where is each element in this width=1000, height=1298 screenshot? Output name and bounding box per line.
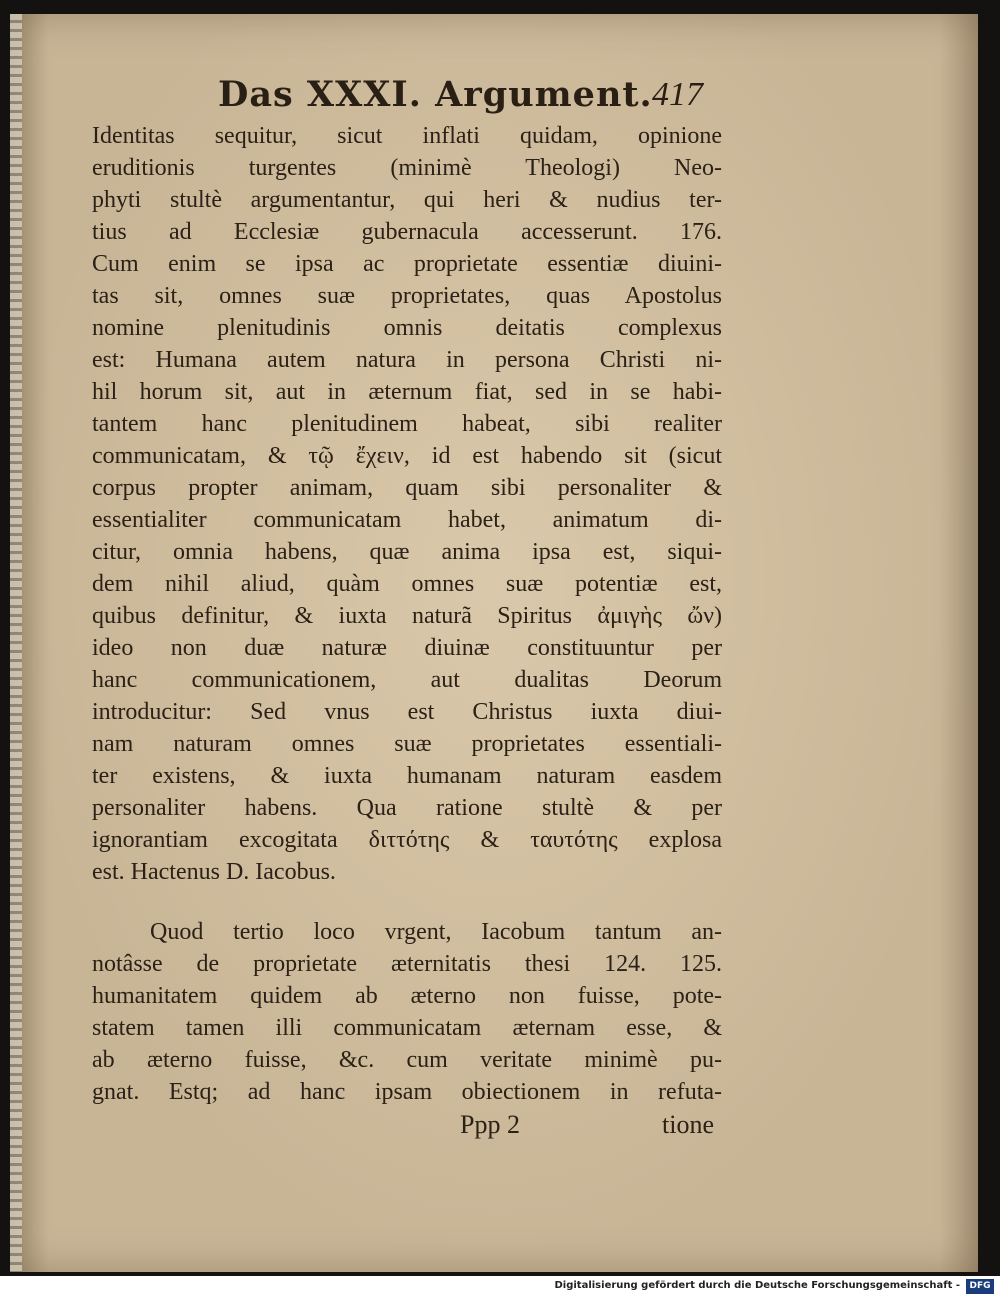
binding-edge bbox=[10, 14, 22, 1272]
text-line: quibus definitur, & iuxta naturã Spiritus ἀμιγὴς ὤν) bbox=[92, 603, 722, 629]
text-line: essentialiter communicatam habet, animatum di- bbox=[92, 507, 722, 533]
text-line: gnat. Estq; ad hanc ipsam obiectionem in refuta- bbox=[92, 1079, 722, 1105]
running-head: Das XXXI. Argument. bbox=[218, 74, 653, 115]
text-line: ab æterno fuisse, &c. cum veritate minimè pu- bbox=[92, 1047, 722, 1073]
text-line: eruditionis turgentes (minimè Theologi) Neo- bbox=[92, 155, 722, 181]
text-line: humanitatem quidem ab æterno non fuisse, pote- bbox=[92, 983, 722, 1009]
page-number: 417 bbox=[652, 76, 703, 113]
text-line: ideo non duæ naturæ diuinæ constituuntur per bbox=[92, 635, 722, 661]
text-line: statem tamen illi communicatam æternam esse, & bbox=[92, 1015, 722, 1041]
text-line: citur, omnia habens, quæ anima ipsa est, siqui- bbox=[92, 539, 722, 565]
text-line: corpus propter animam, quam sibi personaliter & bbox=[92, 475, 722, 501]
text-line: nomine plenitudinis omnis deitatis complexus bbox=[92, 315, 722, 341]
text-line: Cum enim se ipsa ac proprietate essentiæ diuini- bbox=[92, 251, 722, 277]
text-line: tas sit, omnes suæ proprietates, quas Apostolus bbox=[92, 283, 722, 309]
catchword: tione bbox=[662, 1110, 714, 1139]
text-line: introducitur: Sed vnus est Christus iuxta diui- bbox=[92, 699, 722, 725]
credit-text: Digitalisierung gefördert durch die Deutsche Forschungsgemeinschaft - bbox=[554, 1280, 960, 1291]
text-line: ter existens, & iuxta humanam naturam easdem bbox=[92, 763, 722, 789]
text-line: est. Hactenus D. Iacobus. bbox=[92, 859, 336, 885]
text-line: communicatam, & τῷ ἔχειν, id est habendo sit (sicut bbox=[92, 443, 722, 469]
text-line: est: Humana autem natura in persona Christi ni- bbox=[92, 347, 722, 373]
text-line: notâsse de proprietate æternitatis thesi 124. 125. bbox=[92, 951, 722, 977]
digitization-credit-bar bbox=[0, 1276, 1000, 1298]
text-line: dem nihil aliud, quàm omnes suæ potentiæ est, bbox=[92, 571, 722, 597]
text-line: tantem hanc plenitudinem habeat, sibi realiter bbox=[92, 411, 722, 437]
text-line: tius ad Ecclesiæ gubernacula accesserunt. 176. bbox=[92, 219, 722, 245]
text-line: phyti stultè argumentantur, qui heri & nudius ter- bbox=[92, 187, 722, 213]
text-line: hil horum sit, aut in æternum fiat, sed in se habi- bbox=[92, 379, 722, 405]
dfg-logo[interactable]: DFG bbox=[966, 1279, 994, 1294]
signature-mark: Ppp 2 bbox=[460, 1110, 520, 1139]
text-line: hanc communicationem, aut dualitas Deorum bbox=[92, 667, 722, 693]
text-line: nam naturam omnes suæ proprietates essentiali- bbox=[92, 731, 722, 757]
text-line: ignorantiam excogitata διττότης & ταυτότης explosa bbox=[92, 827, 722, 853]
text-line: Identitas sequitur, sicut inflati quidam, opinione bbox=[92, 123, 722, 149]
text-line: Quod tertio loco vrgent, Iacobum tantum an- bbox=[150, 919, 722, 945]
book-page bbox=[10, 14, 978, 1272]
text-line: personaliter habens. Qua ratione stultè & per bbox=[92, 795, 722, 821]
